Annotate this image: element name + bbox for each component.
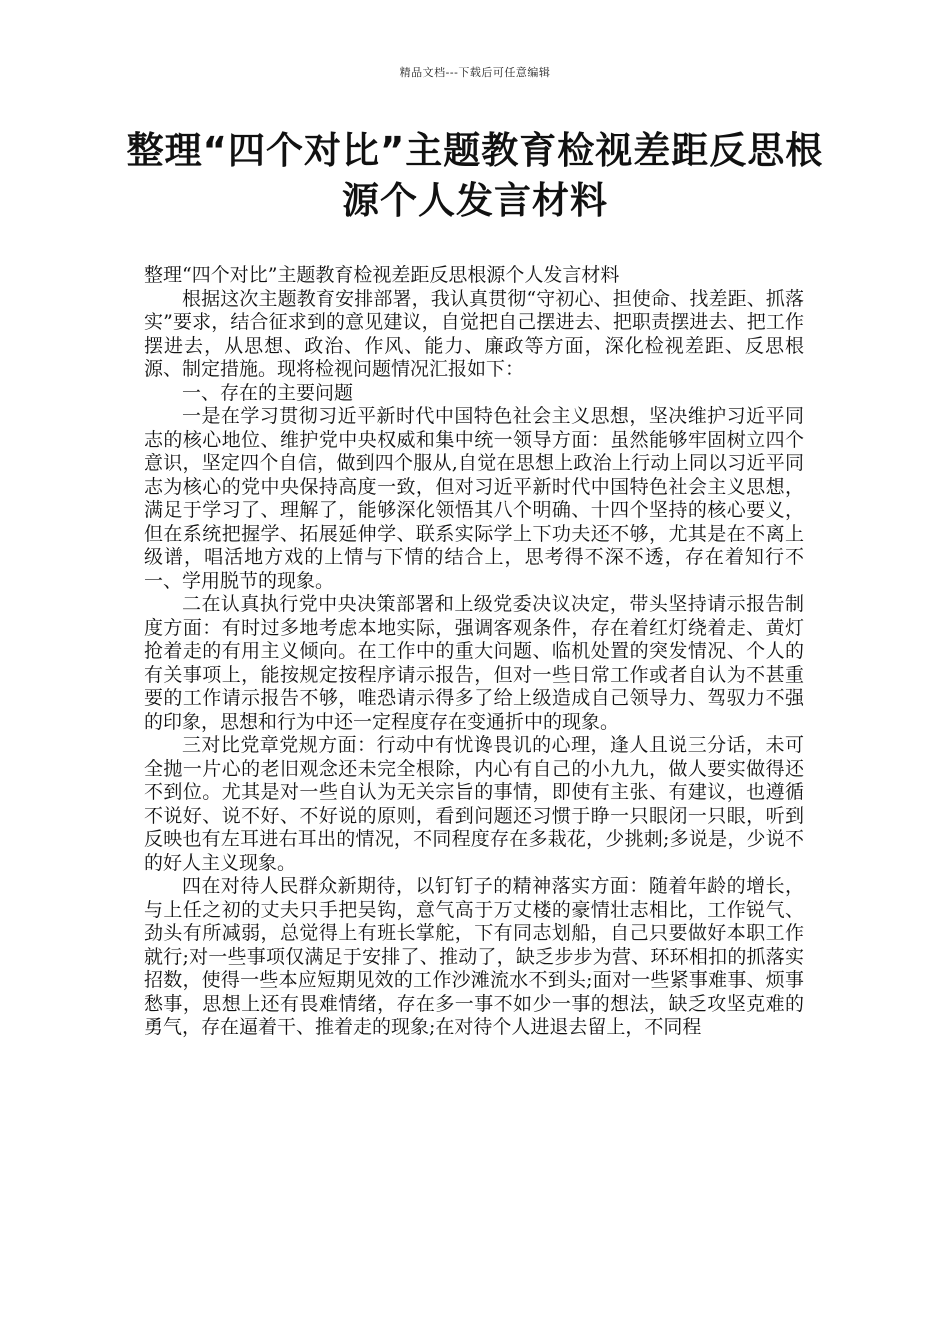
body-paragraph: 二在认真执行党中央决策部署和上级党委决议决定，带头坚持请示报告制度方面：有时过多地考虑本地实际，强调客观条件，存在着红灯绕着走、黄灯抢着走的有用主义倾向。在工作中的重大问题、临机处置的突发情况、个人的有关事项上，能按规定按程序请示报告，但对一些日常工作或者自认为不甚重要的工作请示报告不够，唯恐请示得多了给上级造成自己领导力、驾驭力不强的印象，思想和行为中还一定程度存在变通折中的现象。 xyxy=(144,593,804,733)
document-body xyxy=(144,264,804,1040)
body-paragraph: 四在对待人民群众新期待，以钉钉子的精神落实方面：随着年龄的增长，与上任之初的丈夫只手把吴钩，意气高于万丈楼的豪情壮志相比，工作锐气、劲头有所减弱，总觉得上有班长掌舵，下有同志划船，自己只要做好本职工作就行;对一些事项仅满足于安排了、推动了，缺乏步步为营、环环相扣的抓落实招数，使得一些本应短期见效的工作沙滩流水不到头;面对一些紧事难事、烦事愁事，思想上还有畏难情绪，存在多一事不如少一事的想法，缺乏攻坚克难的勇气，存在逼着干、推着走的现象;在对待个人进退去留上，不同程 xyxy=(144,875,804,1038)
body-paragraph: 三对比党章党规方面：行动中有忧谗畏讥的心理，逢人且说三分话，未可全抛一片心的老旧观念还未完全根除，内心有自己的小九九，做人要实做得还不到位。尤其是对一些自认为无关宗旨的事情，即使有主张、有建议，也遵循不说好、说不好、不好说的原则，看到问题还习惯于睁一只眼闭一只眼，听到反映也有左耳进右耳出的情况，不同程度存在多栽花，少挑刺;多说是，少说不的好人主义现象。 xyxy=(144,734,804,874)
body-paragraph: 一是在学习贯彻习近平新时代中国特色社会主义思想，坚决维护习近平同志的核心地位、维护党中央权威和集中统一领导方面：虽然能够牢固树立四个意识，坚定四个自信，做到四个服从,自觉在思想上政治上行动上同以习近平同志为核心的党中央保持高度一致，但对习近平新时代中国特色社会主义思想，满足于学习了、理解了，能够深化领悟其八个明确、十四个坚持的核心要义，但在系统把握学、拓展延伸学、联系实际学上下功夫还不够，尤其是在不离上级谱，唱活地方戏的上情与下情的结合上，思考得不深不透，存在着知行不一、学用脱节的现象。 xyxy=(144,405,804,592)
body-paragraph: 整理“四个对比”主题教育检视差距反思根源个人发言材料 xyxy=(144,264,620,286)
document-title: 整理“四个对比”主题教育检视差距反思根源个人发言材料 xyxy=(126,129,824,222)
section-heading: 一、存在的主要问题 xyxy=(182,381,354,404)
body-paragraph: 根据这次主题教育安排部署，我认真贯彻“守初心、担使命、找差距、抓落实”要求，结合征求到的意见建议，自觉把自己摆进去、把职责摆进去、把工作摆进去，从思想、政治、作风、能力、廉政等方面，深化检视差距、反思根源、制定措施。现将检视问题情况汇报如下： xyxy=(144,287,804,380)
header-note: 精品文档---下载后可任意编辑 xyxy=(399,66,551,79)
